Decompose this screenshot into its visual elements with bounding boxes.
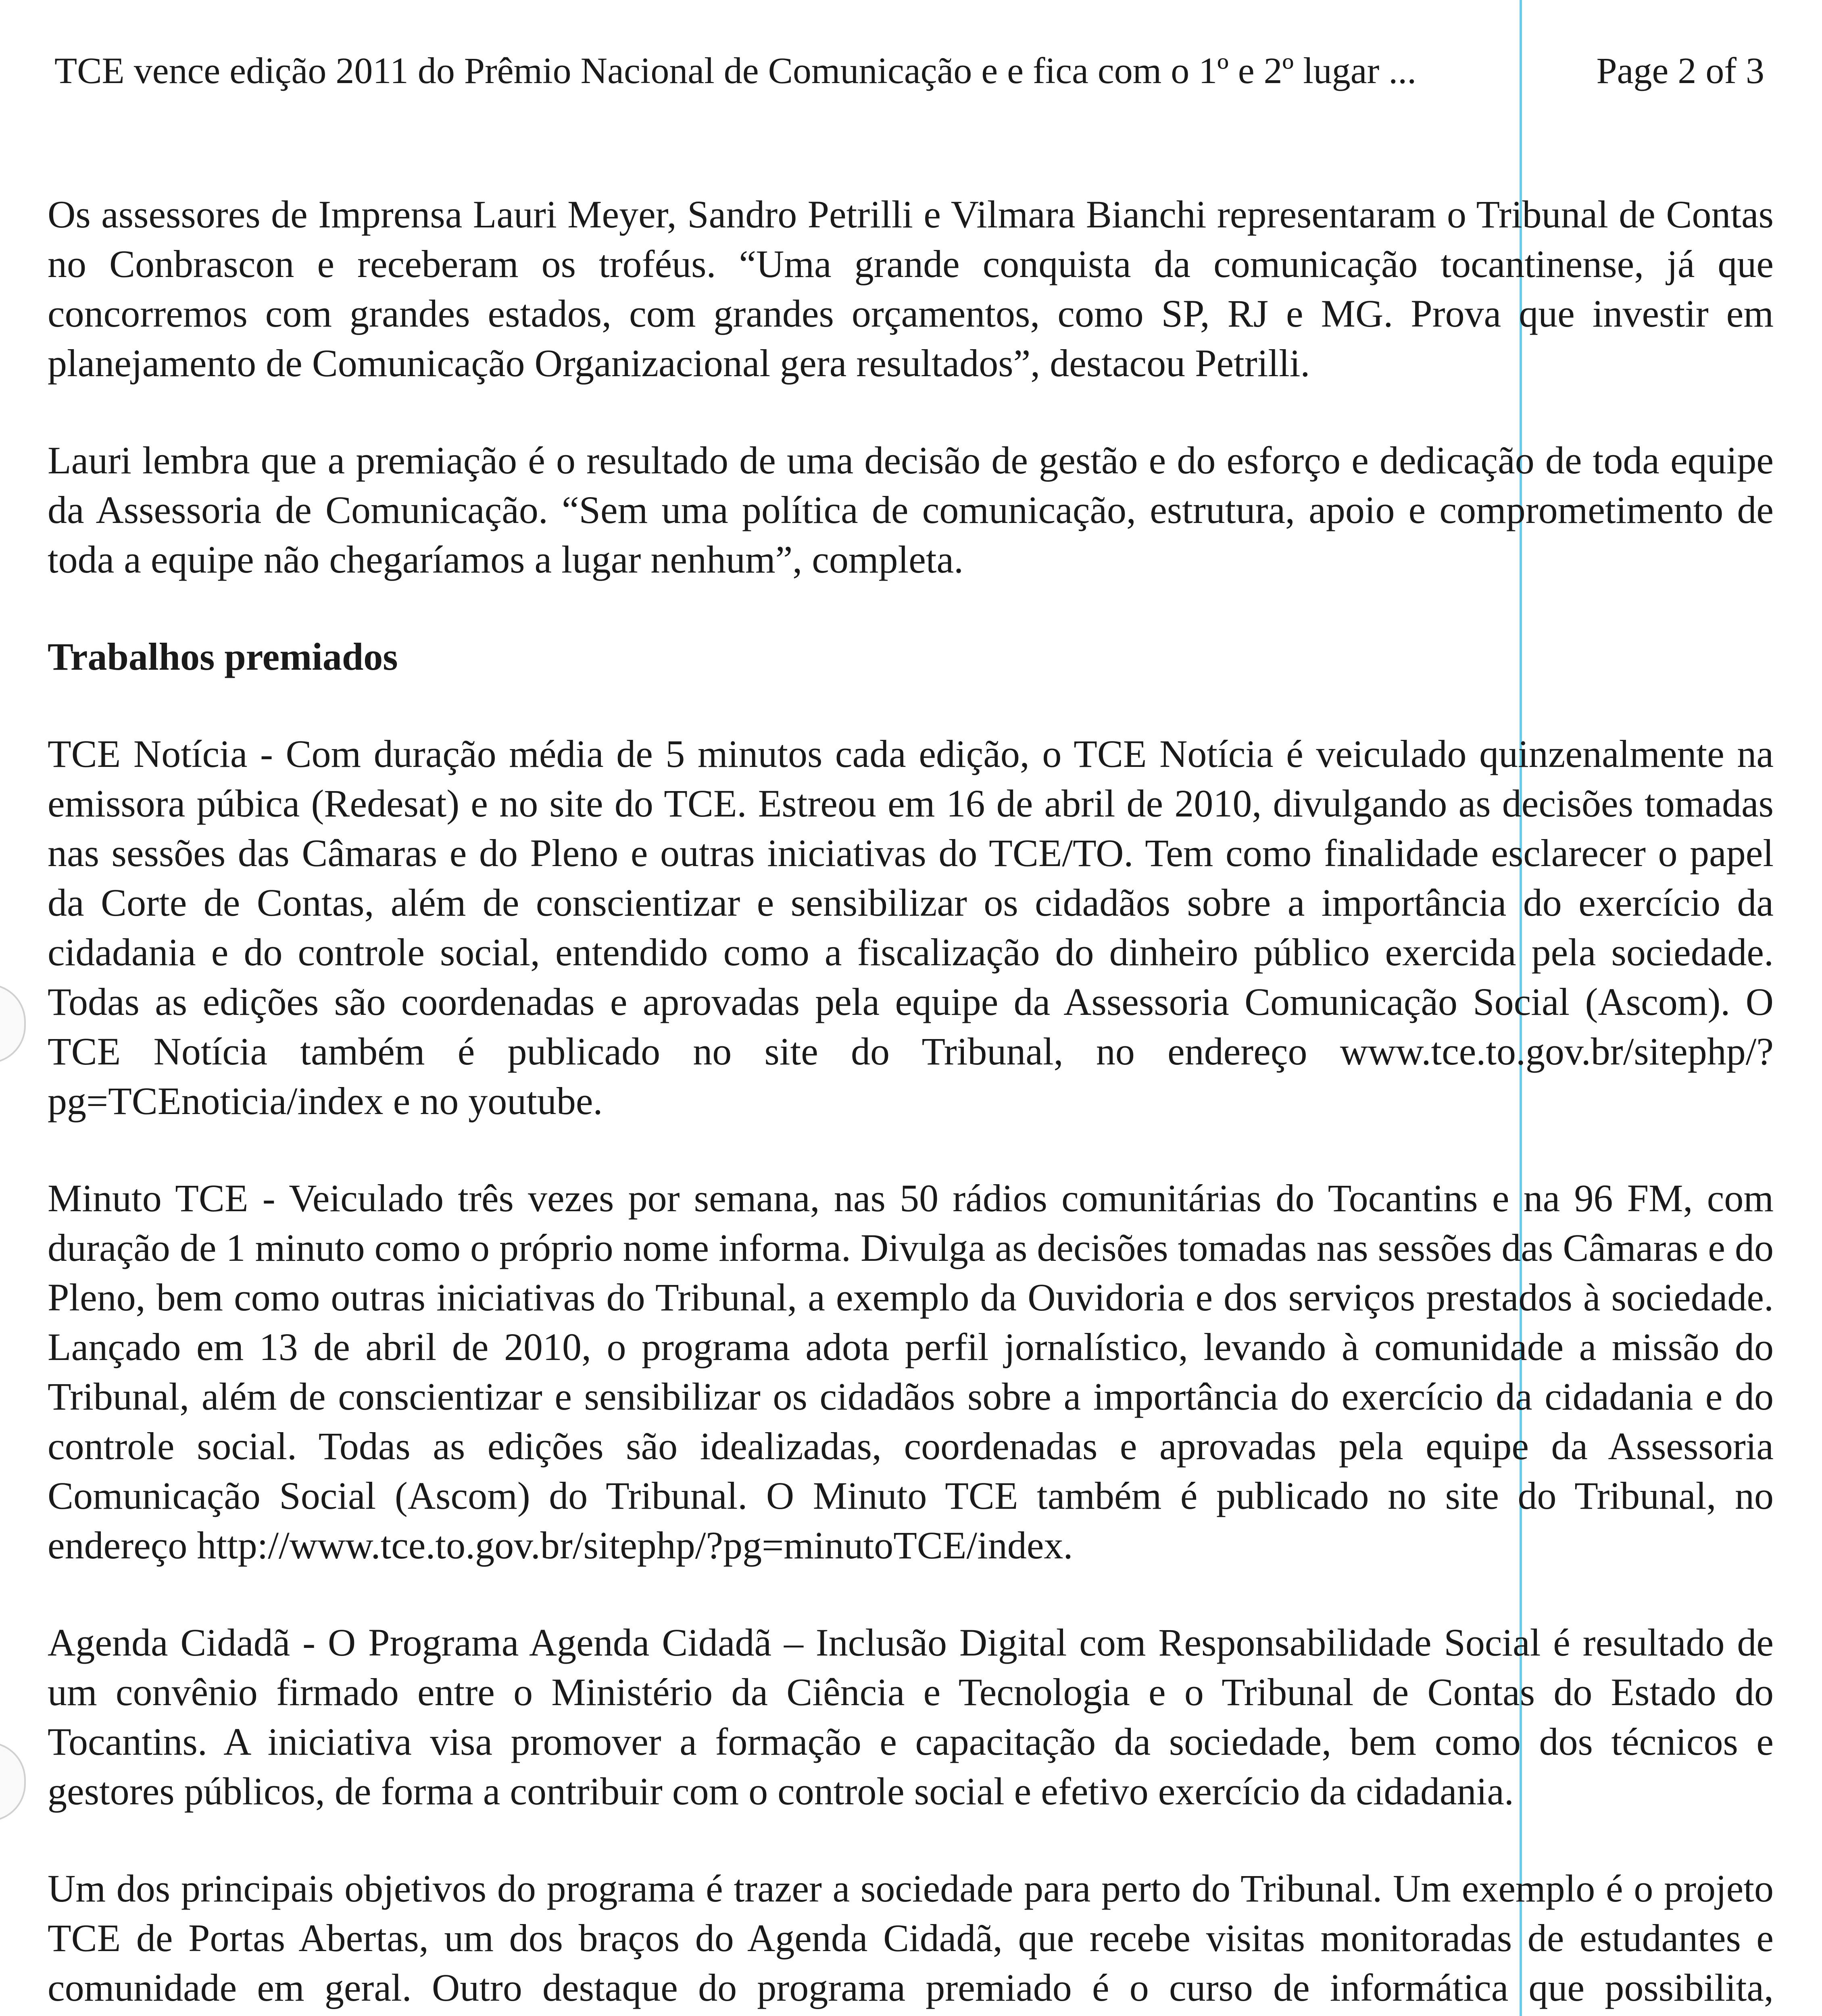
paragraph: Lauri lembra que a premiação é o resultado de uma decisão de gestão e do esforço e dedicação de toda equipe da Assessoria de Comunicação. “Sem uma política de comunicação, estrutura, apoio e comprometimento de toda a equipe não chegaríamos a lugar nenhum”, completa. xyxy=(48,439,1774,581)
punch-hole xyxy=(0,1742,26,1822)
paragraph: Os assessores de Imprensa Lauri Meyer, Sandro Petrilli e Vilmara Bianchi representaram o Tribunal de Contas no Conbrascon e receberam os troféus. “Uma grande conquista da comunicação tocantinense, já que concorremos com grandes estados, com grandes orçamentos, como SP, RJ e MG. Prova que investir em planejamento de Comunicação Organizacional gera resultados”, destacou Petrilli. xyxy=(48,193,1774,385)
paragraph: Agenda Cidadã - O Programa Agenda Cidadã – Inclusão Digital com Responsabilidade Social é resultado de um convênio firmado entre o Ministério da Ciência e Tecnologia e o Tribunal de Contas do Estado do Tocantins. A iniciativa visa promover a formação e capacitação da sociedade, bem como dos técnicos e gestores públicos, de forma a contribuir com o controle social e efetivo exercício da cidadania. xyxy=(48,1621,1774,1813)
header-title: TCE vence edição 2011 do Prêmio Nacional de Comunicação e e fica com o 1º e 2º lugar ... xyxy=(54,50,1417,91)
paragraph: Um dos principais objetivos do programa é trazer a sociedade para perto do Tribunal. Um exemplo é o projeto TCE de Portas Abertas, um dos braços do Agenda Cidadã, que recebe visitas monitoradas de estudantes e comunidade em geral. Outro destaque do programa premiado é o curso de informática que possibilita, xyxy=(48,1867,1774,2009)
paragraph: TCE Notícia - Com duração média de 5 minutos cada edição, o TCE Notícia é veiculado quinzenalmente na emissora púbica (Redesat) e no site do TCE. Estreou em 16 de abril de 2010, divulgando as decisões tomadas nas sessões das Câmaras e do Pleno e outras iniciativas do TCE/TO. Tem como finalidade esclarecer o papel da Corte de Contas, além de conscientizar e sensibilizar os cidadãos sobre a importância do exercício da cidadania e do controle social, entendido como a fiscalização do dinheiro público exercida pela sociedade. Todas as edições são coordenadas e aprovadas pela equipe da Assessoria Comunicação Social (Ascom). O TCE Notícia também é publicado no site do Tribunal, no endereço www.tce.to.gov.br/sitephp/?pg=TCEnoticia/index e no youtube. xyxy=(48,732,1774,1123)
print-header xyxy=(54,46,1764,95)
article-body xyxy=(48,190,1774,2016)
section-heading: Trabalhos premiados xyxy=(48,635,398,678)
page-number: Page 2 of 3 xyxy=(1596,50,1764,91)
paragraph: Minuto TCE - Veiculado três vezes por semana, nas 50 rádios comunitárias do Tocantins e na 96 FM, com duração de 1 minuto como o próprio nome informa. Divulga as decisões tomadas nas sessões das Câmaras e do Pleno, bem como outras iniciativas do Tribunal, a exemplo da Ouvidoria e dos serviços prestados à sociedade. Lançado em 13 de abril de 2010, o programa adota perfil jornalístico, levando à comunidade a missão do Tribunal, além de conscientizar e sensibilizar os cidadãos sobre a importância do exercício da cidadania e do controle social. Todas as edições são idealizadas, coordenadas e aprovadas pela equipe da Assessoria Comunicação Social (Ascom) do Tribunal. O Minuto TCE também é publicado no site do Tribunal, no endereço http://www.tce.to.gov.br/sitephp/?pg=minutoTCE/index. xyxy=(48,1177,1774,1567)
punch-hole xyxy=(0,984,26,1064)
